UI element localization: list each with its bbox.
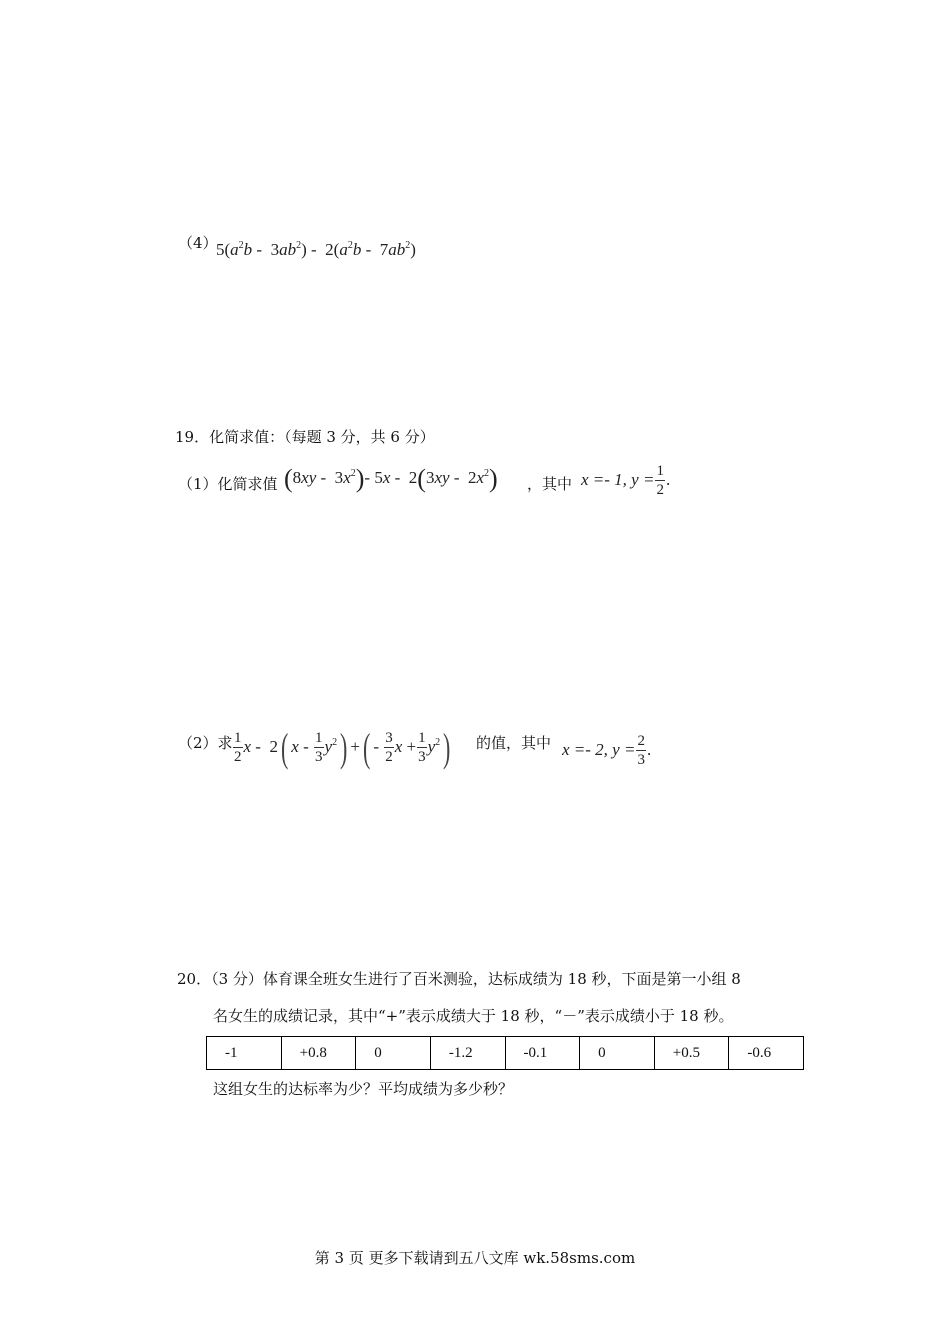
scores-table xyxy=(206,1036,804,1070)
q19-1-fraction xyxy=(655,464,665,498)
q19-1-xy-values: x =- 1, y = xyxy=(581,469,655,489)
q19-2-frac-num: 2 xyxy=(637,733,645,749)
q19-1-frac-den: 2 xyxy=(656,482,664,498)
q20-line1: 20．（3 分）体育课全班女生进行了百米测验，达标成绩为 18 秒，下面是第一小组 8 xyxy=(177,970,741,988)
q20-line2: 名女生的成绩记录，其中“+”表示成绩大于 18 秒，“－”表示成绩小于 18 秒。 xyxy=(213,1007,734,1025)
q19-1-label: （1）化简求值 xyxy=(178,475,278,493)
q20-question: 这组女生的达标率为少？平均成绩为多少秒？ xyxy=(213,1080,514,1098)
table-row xyxy=(207,1037,804,1070)
q19-title: 19．化简求值：（每题 3 分，共 6 分） xyxy=(175,428,435,446)
q18-4-label: （4） xyxy=(178,234,218,252)
score-cell: +0.5 xyxy=(654,1037,729,1070)
score-cell: -0.1 xyxy=(505,1037,580,1070)
q19-1-frac-num: 1 xyxy=(656,463,664,479)
score-cell: -0.6 xyxy=(729,1037,804,1070)
score-cell: +0.8 xyxy=(281,1037,356,1070)
score-cell: 0 xyxy=(356,1037,431,1070)
q19-2-fraction xyxy=(636,734,646,768)
q19-1-where: ，其中 xyxy=(527,475,573,493)
q19-1-expression: $(8xy - 3x^2)-$ $5x - 2(3xy - 2x^2)$ xyxy=(284,464,498,493)
q19-2-values xyxy=(562,734,651,768)
q19-1-end: . xyxy=(665,469,671,489)
q19-2-xy-values: x =- 2, y = xyxy=(562,739,636,759)
score-cell: -1 xyxy=(207,1037,282,1070)
q18-4-expression: $5(a^2b - 3ab^2) - 2(a^2b - 7ab^2)$ xyxy=(216,240,416,259)
score-cell: 0 xyxy=(580,1037,655,1070)
q19-1-values xyxy=(581,464,670,498)
q19-2-where: 的值，其中 xyxy=(476,734,552,752)
page-footer: 第 3 页 更多下载请到五八文库 wk.58sms.com xyxy=(314,1249,636,1267)
q19-2-frac-den: 3 xyxy=(637,752,645,768)
q19-2-end: . xyxy=(646,739,652,759)
score-cell: -1.2 xyxy=(430,1037,505,1070)
q19-2-expression: $\frac{1}{2}$ x - 2( x - $\frac{1}{3}$ $y^2$) +( - $\frac{3}{2}$ x + $\frac{1}{3}$ $y^2$) xyxy=(234,725,451,770)
q19-2-label: （2）求 xyxy=(178,734,233,752)
